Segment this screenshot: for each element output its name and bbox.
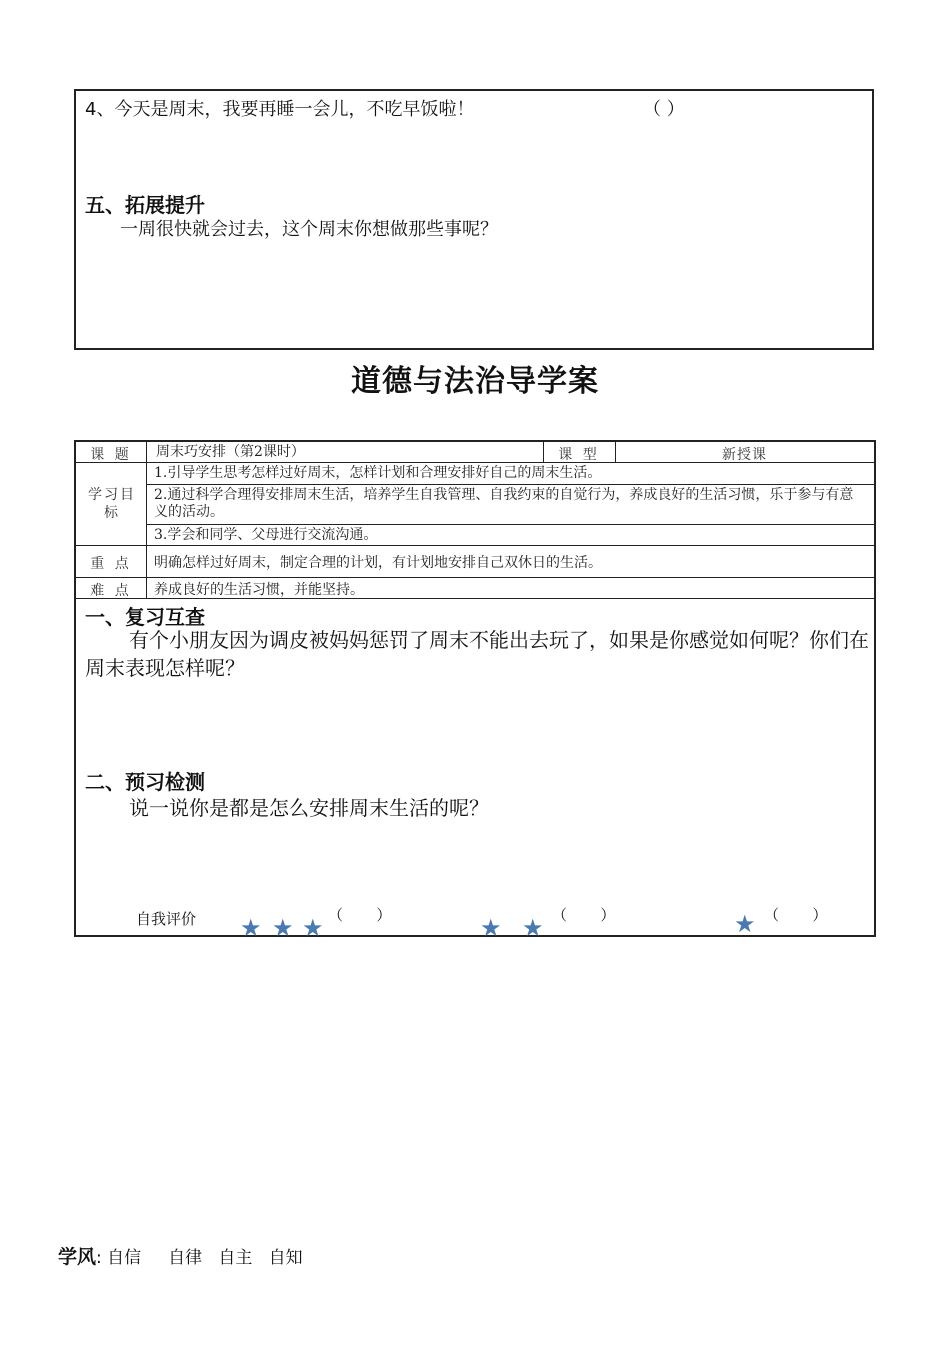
three-star-answer-blank[interactable]: （ ）	[328, 906, 392, 924]
goals-label: 学习目标	[88, 487, 136, 521]
study-motto-label: 学风	[58, 1246, 97, 1268]
extend-heading: 五、拓展提升	[85, 193, 205, 217]
preview-heading: 二、预习检测	[85, 770, 205, 794]
lesson-plan-table	[74, 440, 876, 942]
extend-question: 一周很快就会过去，这个周末你想做那些事呢？	[120, 219, 498, 240]
type-label: 课 型	[558, 447, 600, 463]
preview-text: 说一说你是都是怎么安排周末生活的呢？	[129, 796, 489, 820]
difficulty-label: 难 点	[90, 583, 132, 599]
page-title: 道德与法治导学案	[351, 364, 599, 399]
difficulty-value: 养成良好的生活习惯，并能坚持。	[154, 582, 364, 598]
star-icon[interactable]: ★	[480, 914, 502, 942]
topic-label: 课 题	[90, 447, 132, 463]
study-motto	[58, 1242, 303, 1269]
previous-worksheet-box	[74, 89, 874, 350]
goal-3: 3.学会和同学、父母进行交流沟通。	[154, 527, 378, 543]
review-text: 有个小朋友因为调皮被妈妈惩罚了周末不能出去玩了，如果是你感觉如何呢？你们在周末表现怎样呢？	[85, 628, 869, 680]
review-heading: 一、复习互查	[85, 605, 205, 629]
star-icon[interactable]: ★	[522, 914, 544, 942]
question-4	[85, 95, 685, 121]
topic-value: 周末巧安排（第2课时）	[156, 444, 305, 460]
question-4-text: 4、今天是周末，我要再睡一会儿，不吃早饭啦！	[85, 99, 475, 120]
question-4-answer-blank[interactable]: （ ）	[643, 99, 685, 120]
two-star-answer-blank[interactable]: （ ）	[552, 906, 616, 924]
star-icon[interactable]: ★	[240, 914, 262, 942]
self-eval-label: 自我评价	[136, 910, 197, 928]
study-motto-values: : 自信 自律 自主 自知	[96, 1248, 303, 1268]
star-icon[interactable]: ★	[302, 914, 324, 942]
one-star-answer-blank[interactable]: （ ）	[764, 906, 828, 924]
star-icon[interactable]: ★	[734, 910, 756, 938]
star-icon[interactable]: ★	[272, 914, 294, 942]
goal-2: 2.通过科学合理得安排周末生活，培养学生自我管理、自我约束的自觉行为，养成良好的生活习惯，乐于参与有意义的活动。	[154, 487, 854, 520]
key-point-label: 重 点	[90, 556, 132, 572]
type-value: 新授课	[722, 447, 767, 463]
key-point-value: 明确怎样过好周末，制定合理的计划，有计划地安排自己双休日的生活。	[154, 555, 602, 571]
goal-1: 1.引导学生思考怎样过好周末，怎样计划和合理安排好自己的周末生活。	[154, 465, 602, 481]
